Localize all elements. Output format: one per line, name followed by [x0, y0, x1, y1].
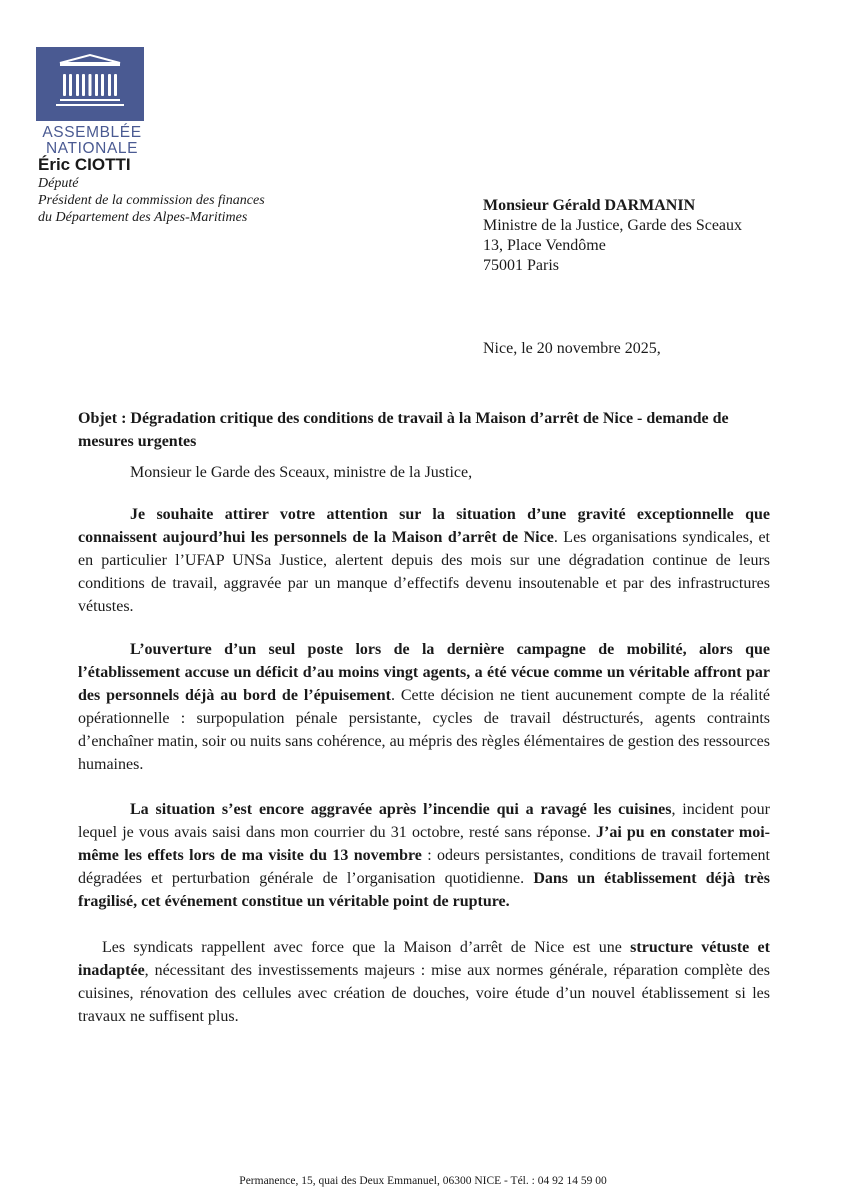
paragraph-2-bold: L’ouverture d’un seul poste lors de la dernière campagne de mobilité, alors que l’établissement accuse un déficit d’au moins vingt agents, a été vécue comme un véritable affront par des personnels déjà au bord de l’épuisement	[78, 641, 770, 704]
paragraph-1-bold: Je souhaite attirer votre attention sur la situation d’une gravité exceptionnelle que connaissent aujourd’hui les personnels de la Maison d’arrêt de Nice	[78, 506, 770, 546]
paragraph-2-text: . Cette décision ne tient aucunement compte de la réalité opérationnelle : surpopulation pénale persistante, cycles de travail déstructurés, agents contraints d’enchaîner matin, soir ou nuits sans cohérence, au mépris des règles élémentaires de gestion des ressources humaines.	[78, 687, 770, 773]
sender-role-2: Président de la commission des finances	[38, 193, 265, 208]
paragraph-2	[78, 638, 770, 776]
recipient-name: Monsieur Gérald DARMANIN	[483, 197, 696, 214]
letter-object: Objet : Dégradation critique des conditions de travail à la Maison d’arrêt de Nice - demande de mesures urgentes	[78, 410, 729, 450]
paragraph-3-text-1: , incident pour lequel je vous avais saisi dans mon courrier du 31 octobre, resté sans réponse.	[78, 801, 770, 841]
recipient-title: Ministre de la Justice, Garde des Sceaux	[483, 217, 743, 234]
recipient-address-2: 75001 Paris	[483, 257, 559, 274]
logo-line-1: ASSEMBLÉE	[42, 124, 142, 141]
sender-name: Éric CIOTTI	[38, 155, 131, 174]
assemblee-nationale-logo	[36, 47, 148, 157]
paragraph-3-bold-3: Dans un établissement déjà très fragilisé, cet événement constitue un véritable point de rupture.	[78, 870, 770, 910]
recipient-address-1: 13, Place Vendôme	[483, 237, 606, 254]
sender-block	[38, 155, 265, 226]
paragraph-4	[78, 936, 770, 1028]
paragraph-4-text-2: , nécessitant des investissements majeurs : mise aux normes générale, réparation complète des cuisines, rénovation des cellules avec création de douches, voire étude d’un nouvel établissement si les travaux ne suffisent plus.	[78, 962, 770, 1025]
recipient-block	[483, 196, 742, 276]
footer-address: Permanence, 15, quai des Deux Emmanuel, 06300 NICE - Tél. : 04 92 14 59 00	[239, 1175, 607, 1187]
paragraph-3-text-2: : odeurs persistantes, conditions de travail fortement dégradées et perturbation générale de l’organisation quotidienne.	[78, 847, 770, 887]
letter-salutation: Monsieur le Garde des Sceaux, ministre de la Justice,	[130, 464, 473, 481]
letter-date: Nice, le 20 novembre 2025,	[483, 340, 661, 357]
sender-role-3: du Département des Alpes-Maritimes	[38, 210, 248, 225]
paragraph-3	[78, 798, 770, 913]
paragraph-3-bold-2: J’ai pu en constater moi-même les effets lors de ma visite du 13 novembre	[78, 824, 770, 864]
logo-line-2: NATIONALE	[45, 140, 139, 157]
paragraph-1-text: . Les organisations syndicales, et en particulier l’UFAP UNSa Justice, alertent depuis des mois sur une dégradation continue de leurs conditions de travail, aggravée par un manque d’effectifs devenu insoutenable et par des infrastructures vétustes.	[78, 529, 771, 615]
sender-role-1: Député	[38, 176, 79, 191]
paragraph-1	[78, 503, 770, 618]
hemicycle-emblem-icon	[36, 47, 144, 121]
paragraph-4-text-1: Les syndicats rappellent avec force que la Maison d’arrêt de Nice est une	[102, 939, 631, 956]
paragraph-3-bold-1: La situation s’est encore aggravée après l’incendie qui a ravagé les cuisines	[130, 801, 672, 818]
paragraph-4-bold: structure vétuste et inadaptée	[78, 939, 770, 979]
